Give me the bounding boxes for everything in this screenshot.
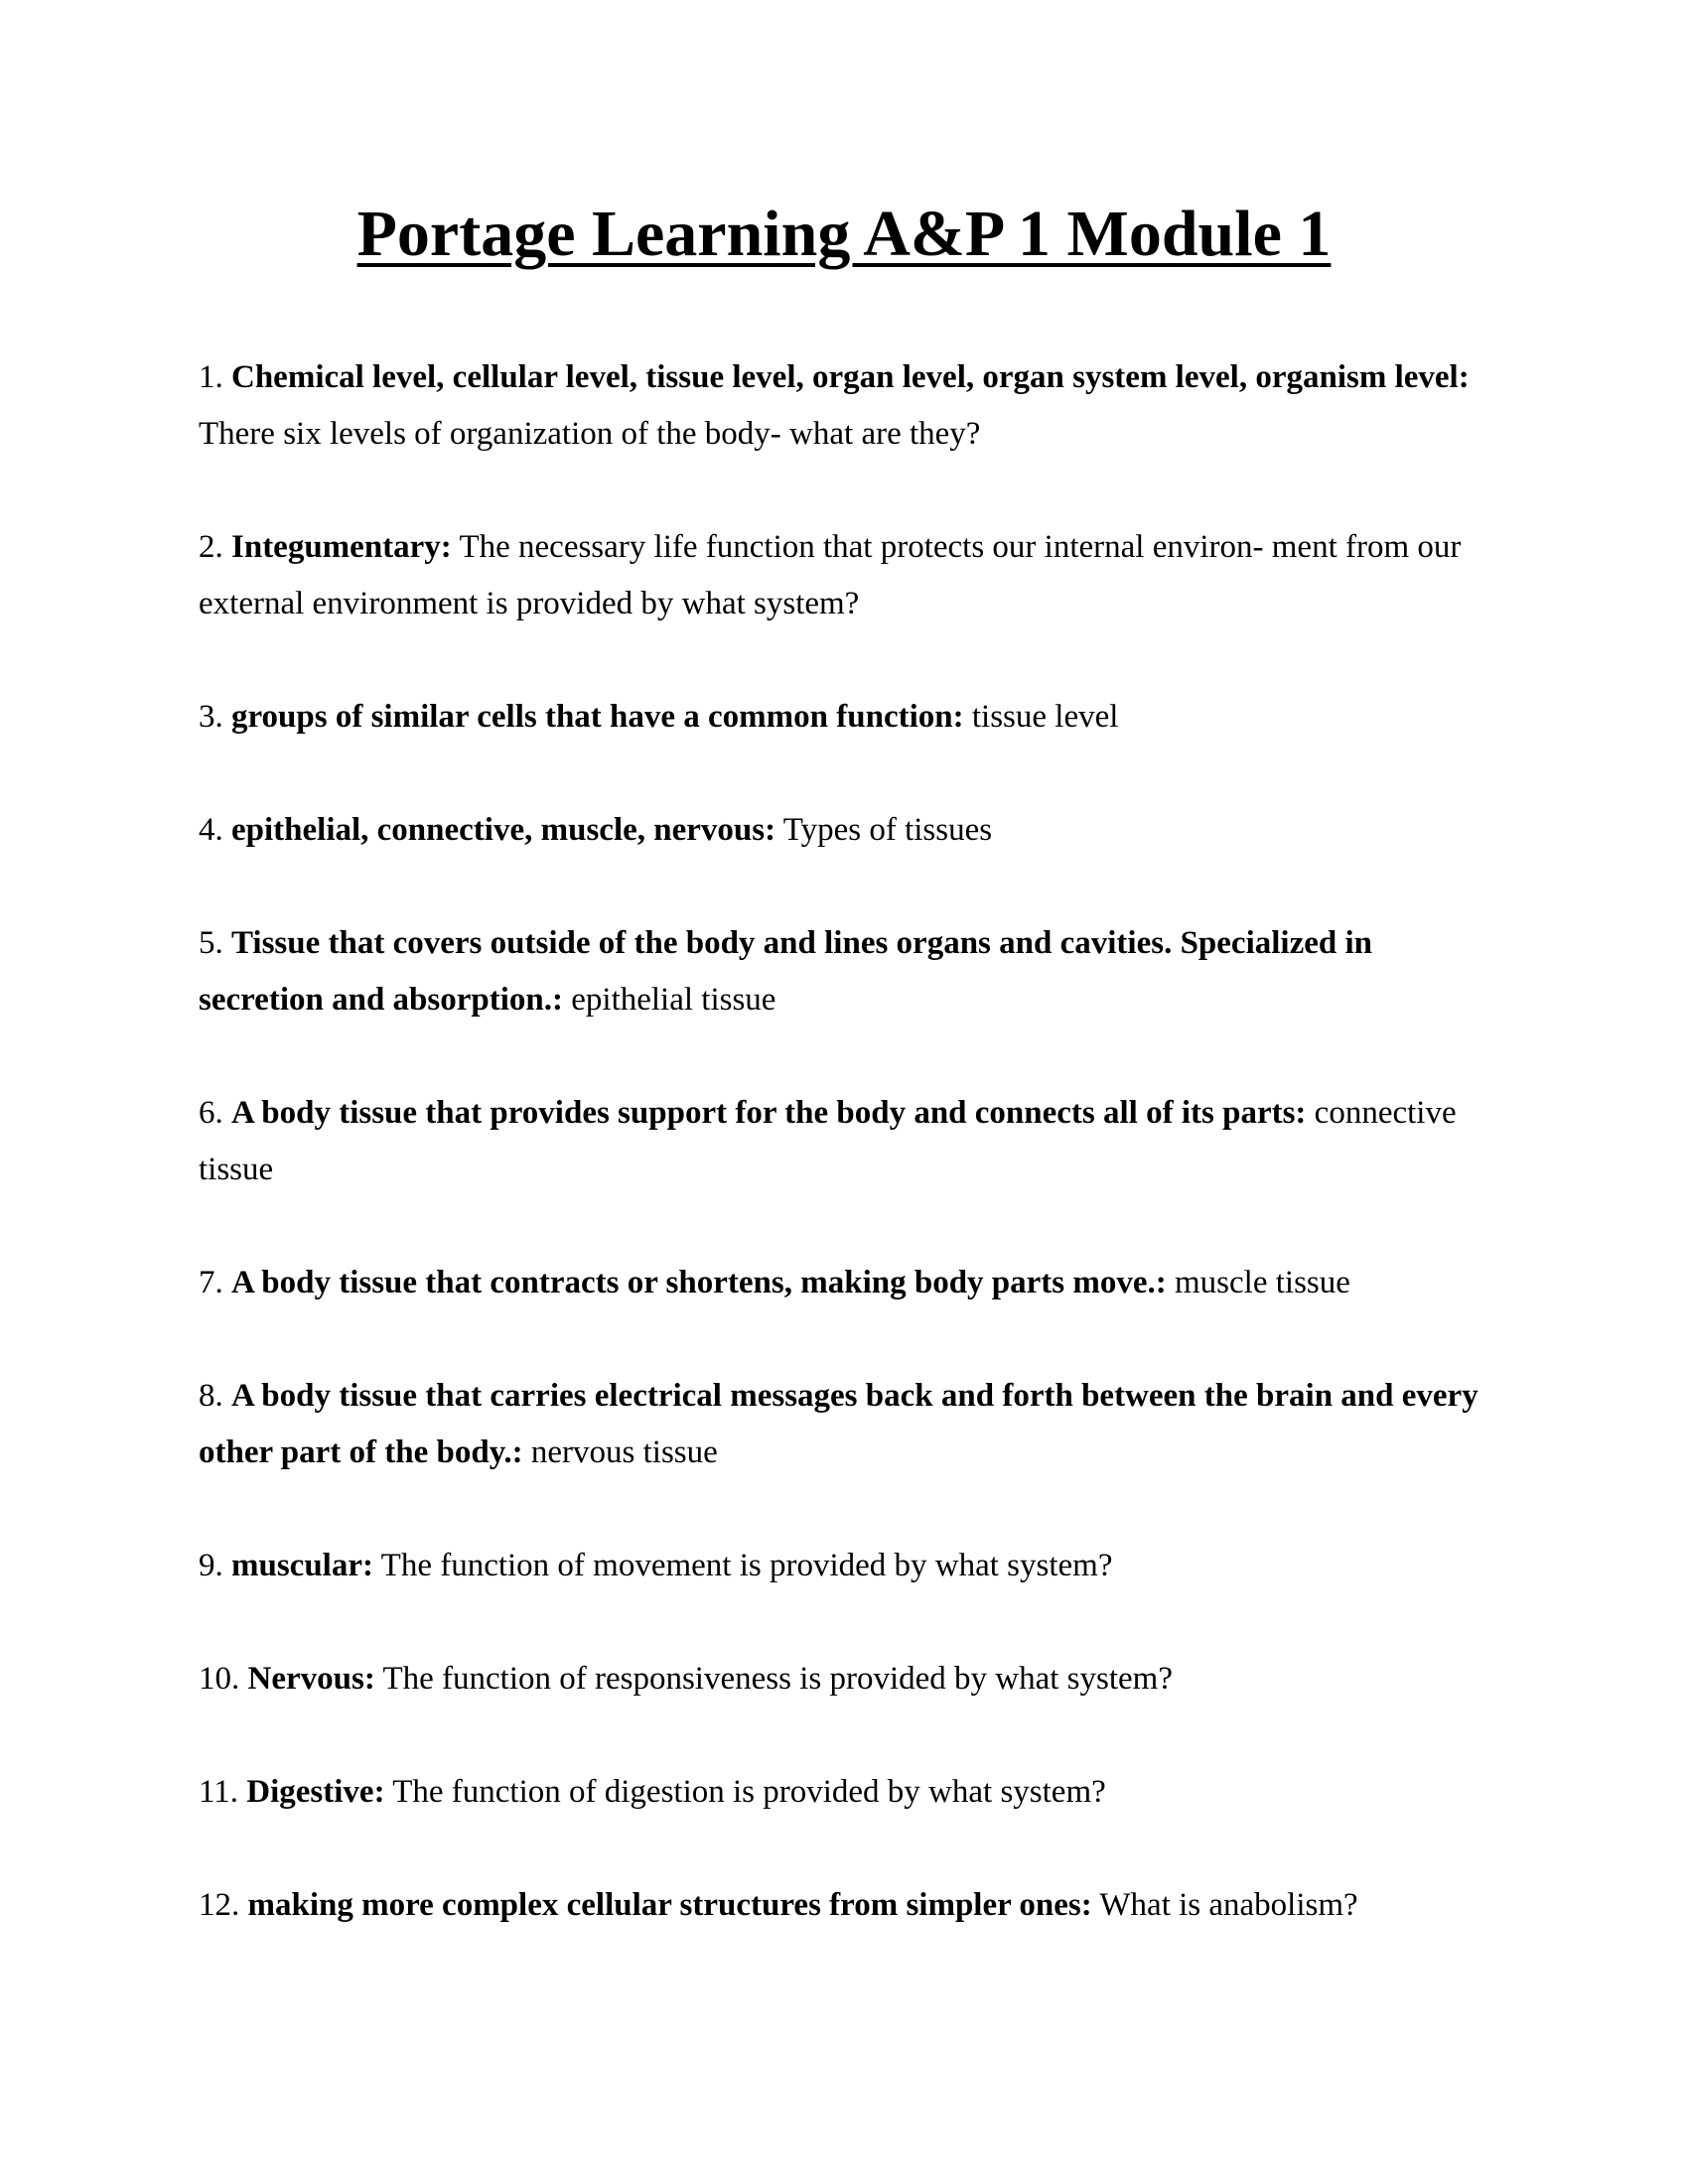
list-item bbox=[199, 1651, 1479, 1707]
item-term: Nervous: bbox=[247, 1661, 375, 1697]
item-number: 1. bbox=[199, 359, 223, 395]
item-definition: tissue level bbox=[971, 699, 1119, 735]
item-number: 7. bbox=[199, 1265, 223, 1300]
item-term: Tissue that covers outside of the body and lines organs and cavities. Specialized in secretion and absorption.: bbox=[199, 925, 1372, 1018]
item-number: 3. bbox=[199, 699, 223, 735]
item-number: 6. bbox=[199, 1095, 223, 1131]
list-item bbox=[199, 802, 1479, 859]
item-term: muscular: bbox=[231, 1548, 373, 1583]
question-list bbox=[199, 349, 1479, 1990]
item-definition: Types of tissues bbox=[782, 812, 993, 848]
item-term: epithelial, connective, muscle, nervous: bbox=[231, 812, 776, 848]
item-number: 8. bbox=[199, 1378, 223, 1414]
list-item bbox=[199, 1085, 1479, 1198]
list-item bbox=[199, 519, 1479, 632]
item-definition: nervous tissue bbox=[530, 1434, 718, 1470]
item-definition: muscle tissue bbox=[1175, 1265, 1350, 1300]
item-number: 4. bbox=[199, 812, 223, 848]
item-term: groups of similar cells that have a common function: bbox=[231, 699, 964, 735]
item-number: 5. bbox=[199, 925, 223, 961]
item-term: Digestive: bbox=[246, 1774, 385, 1810]
list-item bbox=[199, 1538, 1479, 1594]
list-item bbox=[199, 349, 1479, 463]
item-definition: connective tissue bbox=[199, 1095, 1457, 1187]
item-number: 12. bbox=[199, 1887, 240, 1923]
item-definition: epithelial tissue bbox=[571, 982, 776, 1018]
list-item bbox=[199, 1368, 1479, 1481]
item-term: making more complex cellular structures from simpler ones: bbox=[247, 1887, 1092, 1923]
item-definition: What is anabolism? bbox=[1099, 1887, 1358, 1923]
page-title: Portage Learning A&P 1 Module 1 bbox=[356, 198, 1332, 270]
item-definition: There six levels of organization of the body- what are they? bbox=[199, 416, 981, 452]
item-number: 2. bbox=[199, 529, 223, 565]
item-definition: The function of digestion is provided by what system? bbox=[392, 1774, 1106, 1810]
item-term: Integumentary: bbox=[231, 529, 452, 565]
list-item bbox=[199, 1764, 1479, 1821]
item-number: 11. bbox=[199, 1774, 239, 1810]
item-definition: The function of movement is provided by what system? bbox=[380, 1548, 1113, 1583]
list-item bbox=[199, 1255, 1479, 1311]
item-term: A body tissue that carries electrical messages back and forth between the brain and every other part of the body.: bbox=[199, 1378, 1478, 1470]
item-term: Chemical level, cellular level, tissue level, organ level, organ system level, organism level: bbox=[231, 359, 1470, 395]
item-term: A body tissue that provides support for the body and connects all of its parts: bbox=[231, 1095, 1307, 1131]
list-item bbox=[199, 915, 1479, 1028]
list-item bbox=[199, 1877, 1479, 1934]
item-number: 9. bbox=[199, 1548, 223, 1583]
item-definition: The necessary life function that protects our internal environ- ment from our external environment is provided by what system? bbox=[199, 529, 1462, 621]
item-definition: The function of responsiveness is provided by what system? bbox=[382, 1661, 1173, 1697]
list-item bbox=[199, 689, 1479, 746]
item-number: 10. bbox=[199, 1661, 240, 1697]
item-term: A body tissue that contracts or shortens, making body parts move.: bbox=[231, 1265, 1167, 1300]
